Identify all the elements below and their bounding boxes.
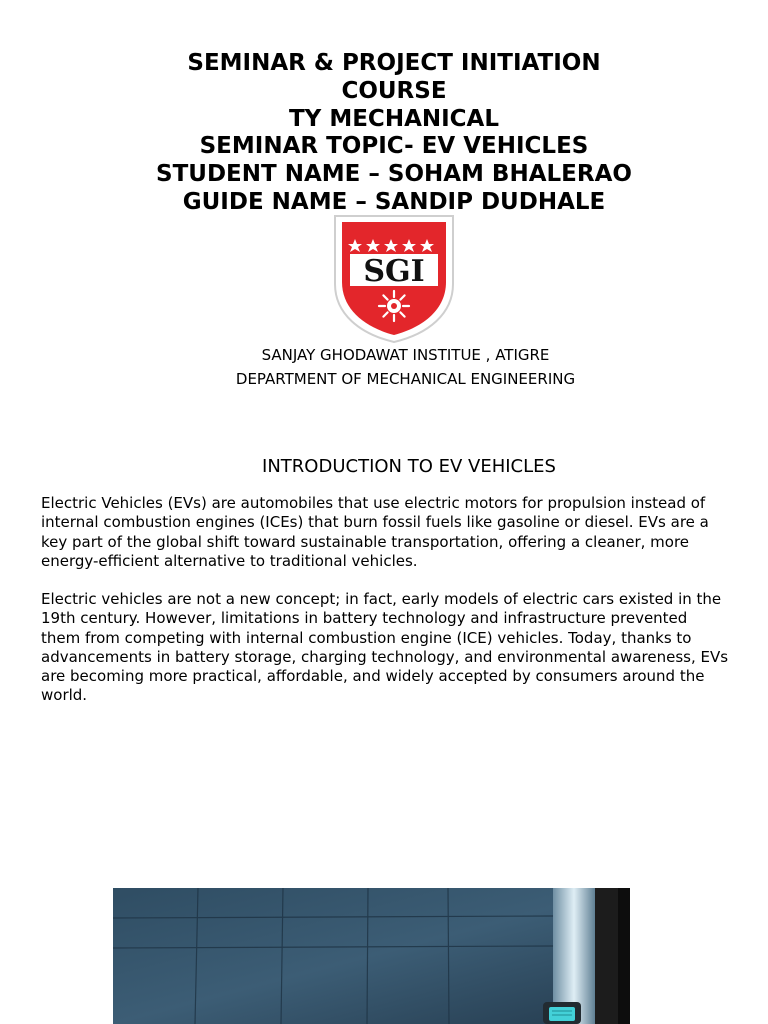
section-heading: INTRODUCTION TO EV VEHICLES [262,456,556,477]
title-line-2: COURSE [341,77,447,104]
title-line-1: SEMINAR & PROJECT INITIATION [187,50,601,76]
logo-text: SGI [363,254,425,289]
department-name: DEPARTMENT OF MECHANICAL ENGINEERING [235,370,576,388]
institute-name: SANJAY GHODAWAT INSTITUE , ATIGRE [261,346,550,364]
document-title [0,50,768,217]
charging-station-image-icon [113,888,630,1024]
shield-logo-icon [333,214,455,344]
intro-paragraph-2: Electric vehicles are not a new concept; in fact, early models of electric cars existed in the 19th century. However, limitations in battery technology and infrastructure prevented them from competing with internal combustion engine (ICE) vehicles. Today, thanks to advancements in battery storage, charging technology, and environmental awareness, EVs are becoming more practical, affordable, and widely accepted by consumers around the world. [41,590,729,705]
title-line-4: SEMINAR TOPIC- EV VEHICLES [199,133,589,160]
ev-charging-photo [113,888,630,1024]
title-line-5: STUDENT NAME – SOHAM BHALERAO [156,161,632,188]
intro-paragraph-1: Electric Vehicles (EVs) are automobiles that use electric motors for propulsion instead of internal combustion engines (ICEs) that burn fossil fuels like gasoline or diesel. EVs are a key part of the global shift toward sustainable transportation, offering a cleaner, more energy-efficient alternative to traditional vehicles. [41,494,709,570]
title-line-3: TY MECHANICAL [288,105,500,132]
title-line-6: GUIDE NAME – SANDIP DUDHALE [182,188,606,215]
sgi-logo [333,214,455,344]
